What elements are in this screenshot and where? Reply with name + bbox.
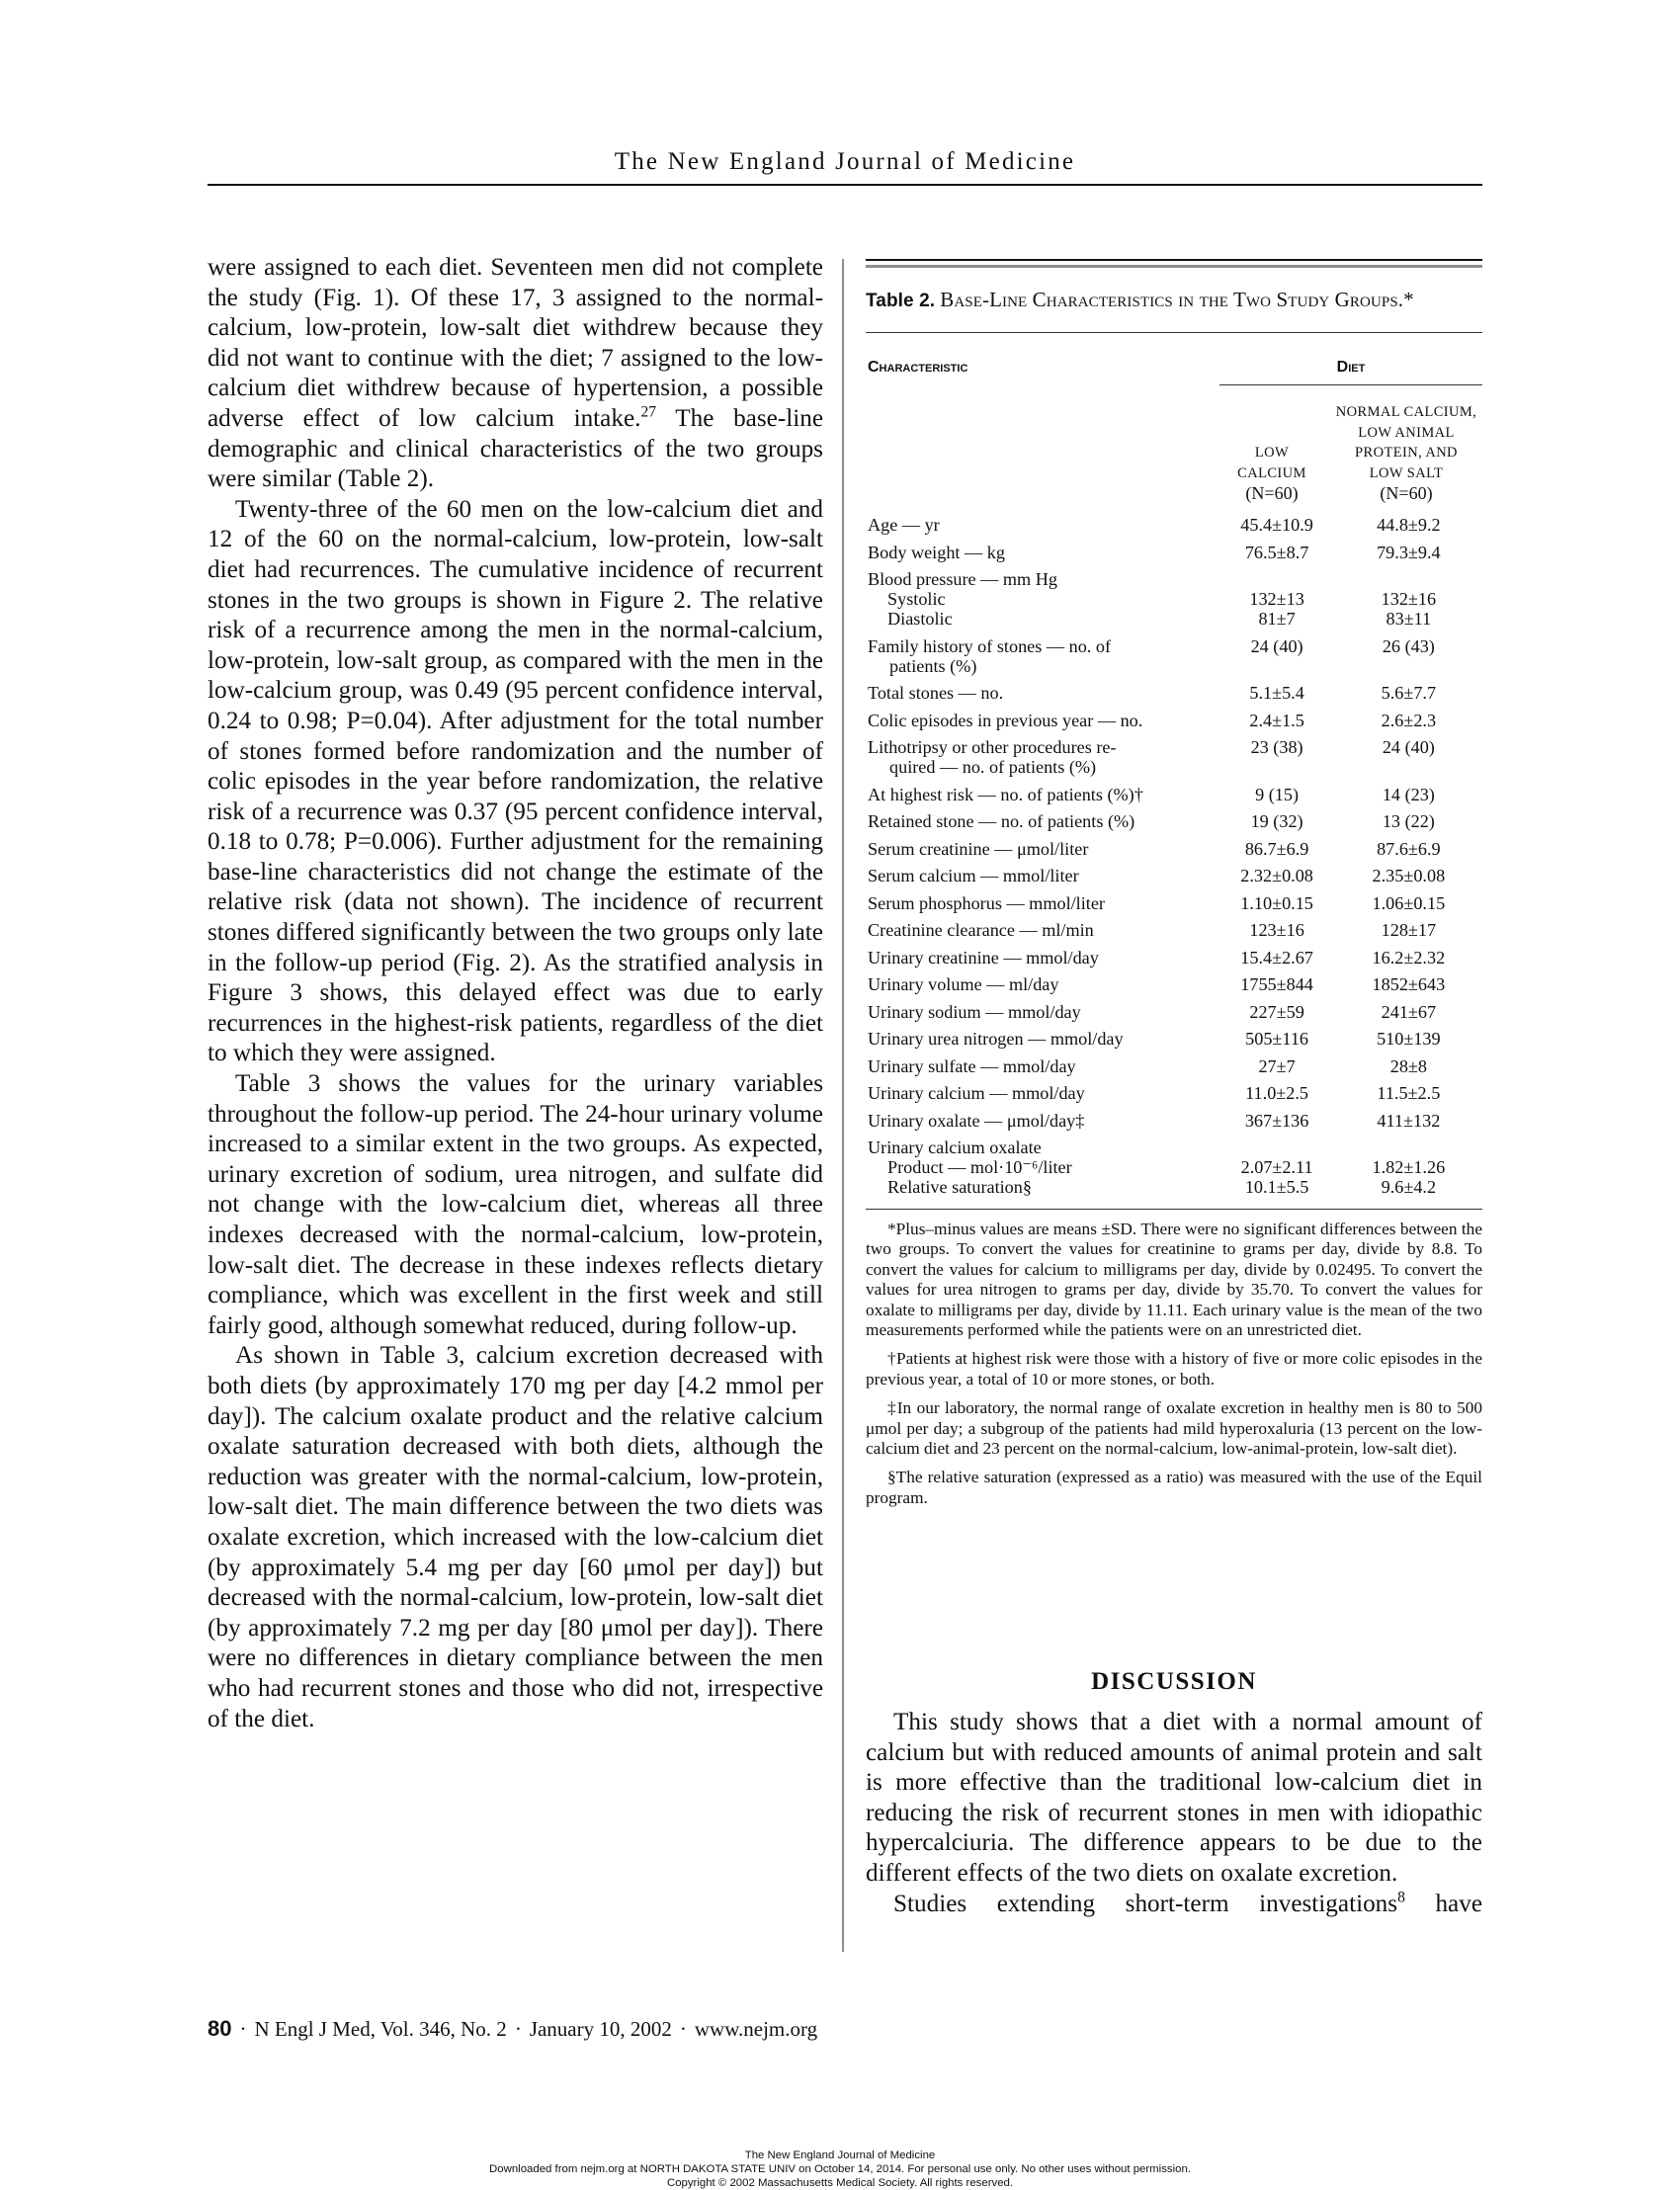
row-label <box>866 1103 1218 1131</box>
table-row <box>866 1157 1482 1177</box>
table-row <box>866 535 1482 562</box>
row-label-text: Urinary calcium oxalate <box>868 1137 1042 1157</box>
row-label <box>866 859 1218 886</box>
paragraph-text: were assigned to each diet. Seventeen men did not complete the study (Fig. 1). Of these 17, 3 assigned to the normal-calcium, low-protein, low-salt diet withdrew because they did not want to continue with the diet; 7 assigned to the low-calcium diet withdrew because of hypertension, a possible adverse effect of low calcium intake. <box>208 254 823 432</box>
cell-normal-calcium: 83±11 <box>1386 609 1432 629</box>
row-label <box>866 703 1218 730</box>
cell-low-calcium: 23 (38) <box>1250 737 1303 757</box>
cell-low-calcium: 505±116 <box>1245 1029 1309 1049</box>
cell-low-calcium: 45.4±10.9 <box>1240 515 1313 535</box>
cell-normal-calcium: 44.8±9.2 <box>1377 515 1441 535</box>
row-label-text: Family history of stones — no. of <box>868 635 1112 656</box>
body-paragraph: This study shows that a diet with a normal amount of calcium but with reduced amounts of animal protein and salt is more effective than the traditional low-calcium diet in reducing the risk of recurrent stones in men with idiopathic hypercalciuria. The difference appears to be due to the different effects of the two diets on oxalate excretion. <box>866 1709 1482 1887</box>
cell-low-calcium: 2.07±2.11 <box>1240 1157 1313 1177</box>
cell-low-calcium: 81±7 <box>1258 609 1296 629</box>
cell-low-calcium: 86.7±6.9 <box>1244 838 1309 859</box>
cell-normal-calcium <box>1335 1131 1482 1158</box>
table-footnotes <box>866 1220 1482 1508</box>
body-paragraph: Table 3 shows the values for the urinary variables throughout the follow-up period. The 24-hour urinary volume increased to a similar extent in the two groups. As expected, urinary excretion of sodium, urea nitrogen, and sulfate did not change with the low-calcium diet, whereas all three indexes decreased with the normal-calcium, low-protein, low-salt diet. The decrease in these indexes reflects dietary compliance, which was excellent in the first week and still fairly good, although somewhat reduced, during follow-up. <box>208 1070 823 1339</box>
cell-normal-calcium: 411±132 <box>1377 1110 1441 1131</box>
table-bottom-rule <box>866 1209 1482 1210</box>
row-label-text: Product — mol·10⁻⁶/liter <box>887 1157 1072 1177</box>
cell-normal-calcium: 24 (40) <box>1382 737 1435 757</box>
row-label-text: Urinary sulfate — mmol/day <box>868 1055 1076 1076</box>
row-label-text: Serum calcium — mmol/liter <box>868 866 1079 885</box>
header-n: (N=60) <box>1380 483 1433 503</box>
table-row <box>866 940 1482 968</box>
footnote-section: §The relative saturation (expressed as a ratio) was measured with the use of the Equil program. <box>866 1468 1482 1507</box>
cell-normal-calcium: 1852±643 <box>1372 974 1446 994</box>
row-label-text: At highest risk — no. of patients (%)† <box>868 784 1143 804</box>
cell-low-calcium: 1.10±0.15 <box>1240 892 1313 913</box>
table-caption: Base-Line Characteristics in the Two Study Groups.* <box>940 288 1414 311</box>
cell-normal-calcium: 128±17 <box>1381 920 1437 940</box>
table-row <box>866 676 1482 704</box>
cell-normal-calcium: 2.6±2.3 <box>1381 710 1437 730</box>
row-label <box>866 1076 1218 1104</box>
row-label-continuation: patients (%) <box>889 655 977 676</box>
row-label-text: Systolic <box>887 589 946 609</box>
cell-normal-calcium: 1.06±0.15 <box>1372 892 1446 913</box>
cell-low-calcium: 19 (32) <box>1250 811 1303 831</box>
row-label <box>866 885 1218 913</box>
paragraph-text: Studies extending short-term investigations <box>893 1890 1398 1917</box>
header-line: LOW <box>1254 445 1290 461</box>
table-2 <box>866 259 1482 1517</box>
cell-normal-calcium: 5.6±7.7 <box>1381 683 1437 703</box>
row-label <box>866 629 1218 676</box>
table-body <box>866 515 1482 1197</box>
cell-low-calcium: 227±59 <box>1249 1001 1304 1022</box>
table-row <box>866 885 1482 913</box>
journal-citation: N Engl J Med, Vol. 346, No. 2 <box>254 2017 507 2041</box>
cell-low-calcium: 5.1±5.4 <box>1249 683 1304 703</box>
cell-normal-calcium: 87.6±6.9 <box>1377 838 1441 859</box>
body-paragraph: As shown in Table 3, calcium excretion decreased with both diets (by approximately 170 mg per day [4.2 mmol per day]). The calcium oxalate product and the relative calcium oxalate saturation decreased with both diets, although the reduction was greater with the normal-calcium, low-protein, low-salt diet. The main difference between the two diets was oxalate excretion, which increased with the low-calcium diet (by approximately 5.4 mg per day [60 μmol per day]) but decreased with the normal-calcium, low-protein, low-salt diet (by approximately 7.2 mg per day [80 μmol per day]). There were no differences in dietary compliance between the men who had recurrent stones and those who did not, irrespective of the diet. <box>208 1342 823 1732</box>
row-label-continuation: quired — no. of patients (%) <box>889 757 1097 777</box>
diet-span-rule <box>1219 384 1482 385</box>
row-label <box>866 831 1218 859</box>
cell-low-calcium: 123±16 <box>1249 920 1304 940</box>
row-label-text: Urinary creatinine — mmol/day <box>868 947 1099 968</box>
row-label <box>866 535 1218 562</box>
row-label-text: Retained stone — no. of patients (%) <box>868 811 1135 831</box>
row-label <box>866 515 1218 535</box>
row-label <box>866 777 1218 804</box>
cell-normal-calcium: 16.2±2.32 <box>1372 947 1446 968</box>
row-label-text: Urinary calcium — mmol/day <box>868 1083 1085 1103</box>
cell-normal-calcium: 241±67 <box>1381 1001 1437 1022</box>
cell-normal-calcium: 26 (43) <box>1382 635 1435 656</box>
running-header-title: The New England Journal of Medicine <box>614 148 1076 175</box>
row-label-text: Serum phosphorus — mmol/liter <box>868 892 1105 913</box>
table-number: Table 2. <box>866 291 936 311</box>
cell-normal-calcium: 11.5±2.5 <box>1377 1083 1441 1103</box>
row-label <box>866 940 1218 968</box>
cell-low-calcium: 9 (15) <box>1255 784 1300 804</box>
row-label <box>866 609 1218 629</box>
row-label-text: Serum creatinine — μmol/liter <box>868 838 1089 859</box>
cell-normal-calcium: 28±8 <box>1389 1055 1427 1076</box>
download-notice-permission: Downloaded from nejm.org at NORTH DAKOTA STATE UNIV on October 14, 2014. For personal use only. No other uses without permission. <box>489 2163 1191 2175</box>
footnote-main: *Plus–minus values are means ±SD. There were no significant differences between the two groups. To convert the values for creatinine to grams per day, divide by 8.8. To convert the values for calcium to milligrams per day, divide by 0.02495. To convert the values for urea nitrogen to grams per day, divide by 35.70. To convert the values for oxalate to milligrams per day, divide by 11.11. Each urinary value is the mean of the two measurements performed while the patients were on an unrestricted diet. <box>866 1220 1482 1340</box>
table-row <box>866 730 1482 778</box>
table-row <box>866 1177 1482 1197</box>
body-paragraph: Twenty-three of the 60 men on the low-calcium diet and 12 of the 60 on the normal-calcium, low-protein, low-salt diet had recurrences. The cumulative incidence of recurrent stones in the two groups is shown in Figure 2. The relative risk of a recurrence among the men in the normal-calcium, low-protein, low-salt group, as compared with the men in the low-calcium group, was 0.49 (95 percent confidence interval, 0.24 to 0.98; P=0.04). After adjustment for the total number of stones formed before randomization and the number of colic episodes in the year before randomization, the relative risk of a recurrence was 0.37 (95 percent confidence interval, 0.18 to 0.78; P=0.006). Further adjustment for the remaining base-line characteristics did not change the estimate of the relative risk (data not shown). The incidence of recurrent stones differed significantly between the two groups only late in the follow-up period (Fig. 2). As the stratified analysis in Figure 3 shows, this delayed effect was due to early recurrences in the highest-risk patients, regardless of the diet to which they were assigned. <box>208 495 823 1067</box>
column-header-diet: Diet <box>1336 359 1366 376</box>
cell-normal-calcium: 132±16 <box>1381 589 1437 609</box>
table-row <box>866 1022 1482 1050</box>
download-notice-journal: The New England Journal of Medicine <box>744 2149 936 2161</box>
cell-low-calcium: 15.4±2.67 <box>1240 947 1313 968</box>
column-header-normal-calcium <box>1330 402 1482 504</box>
discussion-heading: DISCUSSION <box>1091 1668 1257 1695</box>
table-title <box>866 288 1482 312</box>
cell-low-calcium: 1755±844 <box>1240 974 1313 994</box>
cell-low-calcium <box>1218 1131 1334 1158</box>
paragraph-text: The base-line demographic and clinical characteristics of the two groups were similar (Table 2). <box>208 404 823 493</box>
row-label-text: Total stones — no. <box>868 683 1004 703</box>
header-n: (N=60) <box>1245 483 1299 503</box>
table-top-rule <box>866 259 1482 261</box>
separator-dot: · <box>514 2017 522 2041</box>
cell-normal-calcium: 1.82±1.26 <box>1372 1157 1446 1177</box>
row-label <box>866 562 1218 590</box>
row-label-text: Urinary volume — ml/day <box>868 974 1059 994</box>
row-label <box>866 913 1218 941</box>
cell-low-calcium: 76.5±8.7 <box>1244 542 1309 562</box>
cell-low-calcium: 11.0±2.5 <box>1245 1083 1309 1103</box>
header-line: LOW ANIMAL <box>1358 424 1455 441</box>
table-row <box>866 1049 1482 1076</box>
body-paragraph <box>208 253 823 495</box>
cell-low-calcium: 132±13 <box>1249 589 1304 609</box>
row-label <box>866 676 1218 704</box>
row-label <box>866 730 1218 778</box>
citation-superscript[interactable]: 27 <box>640 403 657 421</box>
header-rule <box>208 184 1482 186</box>
column-header-characteristic: Characteristic <box>868 359 968 376</box>
cell-low-calcium: 10.1±5.5 <box>1244 1177 1309 1197</box>
page-number: 80 <box>208 2016 232 2041</box>
table-row <box>866 703 1482 730</box>
cell-normal-calcium: 9.6±4.2 <box>1381 1177 1437 1197</box>
row-label-text: Age — yr <box>868 515 940 535</box>
row-label <box>866 1131 1218 1158</box>
column-header-low-calcium <box>1214 443 1330 504</box>
row-label <box>866 589 1218 609</box>
table-row <box>866 994 1482 1022</box>
table-row <box>866 589 1482 609</box>
row-label-text: Lithotripsy or other procedures re- <box>868 737 1117 757</box>
separator-dot: · <box>679 2017 687 2041</box>
row-label-text: Relative saturation§ <box>887 1177 1032 1197</box>
table-row <box>866 804 1482 832</box>
footnote-double-dagger: ‡In our laboratory, the normal range of oxalate excretion in healthy men is 80 to 500 μmol per day; a subgroup of the patients had mild hyperoxaluria (13 percent on the low-calcium diet and 23 percent on the normal-calcium, low-animal-protein, low-salt diet). <box>866 1398 1482 1459</box>
row-label <box>866 1049 1218 1076</box>
header-line: LOW SALT <box>1369 464 1444 481</box>
download-notice-copyright: Copyright © 2002 Massachusetts Medical Society. All rights reserved. <box>666 2177 1014 2189</box>
row-label-text: Urinary urea nitrogen — mmol/day <box>868 1029 1124 1049</box>
separator-dot: · <box>239 2017 247 2041</box>
row-label-text: Urinary sodium — mmol/day <box>868 1001 1081 1022</box>
table-row <box>866 1076 1482 1104</box>
table-row <box>866 562 1482 590</box>
table-row <box>866 777 1482 804</box>
issue-date: January 10, 2002 <box>529 2017 672 2041</box>
row-label-text: Urinary oxalate — μmol/day‡ <box>868 1110 1085 1131</box>
table-row <box>866 609 1482 629</box>
footnote-dagger: †Patients at highest risk were those with a history of five or more colic episodes in the previous year, a total of 10 or more stones, or both. <box>866 1349 1482 1389</box>
header-line: CALCIUM <box>1237 464 1306 481</box>
row-label-text: Diastolic <box>887 609 953 629</box>
table-row <box>866 515 1482 535</box>
left-column-body <box>208 253 823 1734</box>
paragraph-text: have <box>1404 1890 1482 1917</box>
row-label-text: Body weight — kg <box>868 542 1005 562</box>
cell-low-calcium: 2.32±0.08 <box>1240 866 1313 885</box>
cell-normal-calcium <box>1335 562 1482 590</box>
table-top-rule-gray <box>866 265 1482 268</box>
row-label <box>866 804 1218 832</box>
cell-normal-calcium: 2.35±0.08 <box>1372 866 1446 885</box>
download-notice <box>0 2148 1680 2190</box>
column-divider <box>842 259 844 1952</box>
row-label <box>866 1157 1218 1177</box>
cell-low-calcium: 367±136 <box>1244 1110 1309 1131</box>
row-label-text: Colic episodes in previous year — no. <box>868 710 1143 730</box>
cell-low-calcium: 24 (40) <box>1250 635 1303 656</box>
citation-superscript[interactable]: 8 <box>1397 1889 1405 1906</box>
row-label <box>866 968 1218 995</box>
row-label <box>866 994 1218 1022</box>
table-row <box>866 629 1482 676</box>
table-row <box>866 913 1482 941</box>
row-label <box>866 1022 1218 1050</box>
cell-low-calcium: 2.4±1.5 <box>1249 710 1304 730</box>
table-row <box>866 1131 1482 1158</box>
row-label-text: Creatinine clearance — ml/min <box>868 920 1094 940</box>
page-footer <box>208 2016 817 2042</box>
body-paragraph <box>866 1890 1482 1920</box>
journal-url[interactable]: www.nejm.org <box>694 2017 818 2041</box>
header-line: PROTEIN, AND <box>1355 445 1458 461</box>
cell-normal-calcium: 79.3±9.4 <box>1377 542 1441 562</box>
table-header <box>866 333 1482 501</box>
cell-low-calcium <box>1218 562 1334 590</box>
table-row <box>866 859 1482 886</box>
cell-normal-calcium: 510±139 <box>1377 1029 1441 1049</box>
header-line: NORMAL CALCIUM, <box>1335 404 1477 420</box>
table-row <box>866 1103 1482 1131</box>
table-row <box>866 831 1482 859</box>
cell-low-calcium: 27±7 <box>1258 1055 1296 1076</box>
table-row <box>866 968 1482 995</box>
discussion-body <box>866 1708 1482 1919</box>
row-label <box>866 1177 1218 1197</box>
cell-normal-calcium: 14 (23) <box>1382 784 1435 804</box>
cell-normal-calcium: 13 (22) <box>1382 811 1435 831</box>
row-label-text: Blood pressure — mm Hg <box>868 569 1057 589</box>
